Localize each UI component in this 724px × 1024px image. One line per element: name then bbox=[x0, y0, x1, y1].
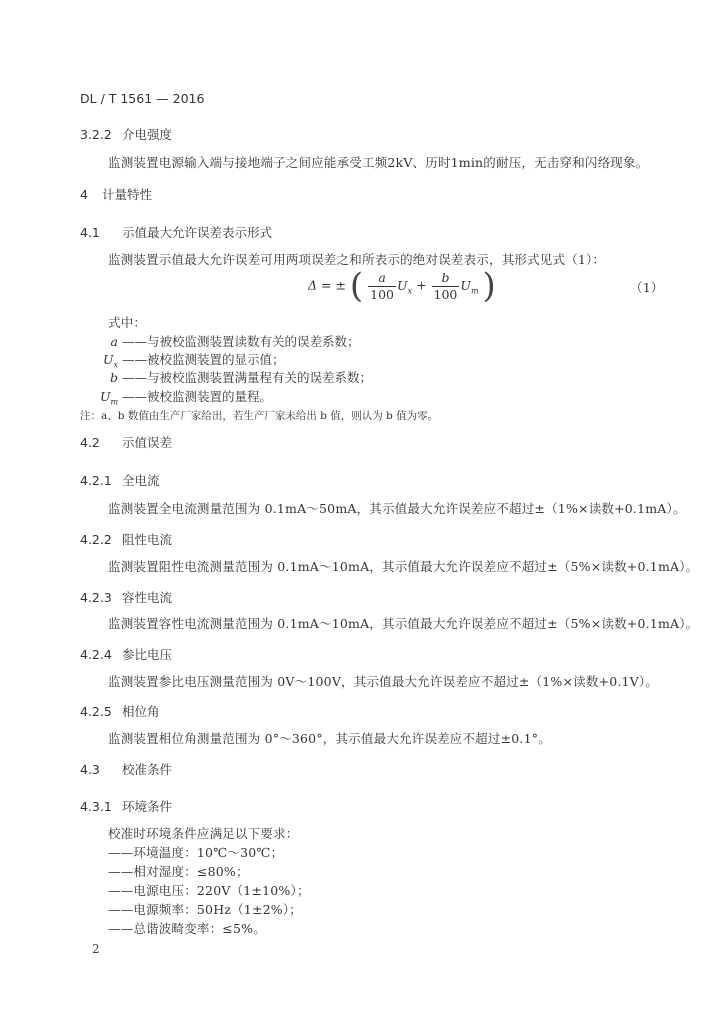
section-title: 全电流 bbox=[122, 473, 160, 488]
section-title: 相位角 bbox=[122, 704, 160, 719]
document-code: DL / T 1561 — 2016 bbox=[80, 91, 205, 106]
section-4-3-heading bbox=[80, 760, 172, 778]
section-title: 示值最大允许误差表示形式 bbox=[122, 225, 273, 240]
section-3-2-2-text: 监测装置电源输入端与接地端子之间应能承受工频2kV、历时1min的耐压，无击穿和闪络现象。 bbox=[108, 155, 649, 170]
section-4-2-heading bbox=[80, 433, 172, 451]
section-title: 环境条件 bbox=[122, 799, 173, 814]
note: 注：a、b 数值由生产厂家给出，若生产厂家未给出 b 值，则认为 b 值为零。 bbox=[80, 410, 439, 422]
fraction-a bbox=[368, 270, 396, 303]
definition-symbol: $U_m$ bbox=[100, 389, 119, 407]
section-title: 示值误差 bbox=[122, 435, 173, 450]
section-4-2-2-text: 监测装置阻性电流测量范围为 0.1mA～10mA，其示值最大允许误差应不超过±（5%×读数+0.1mA）。 bbox=[108, 559, 699, 574]
section-4-2-3-text: 监测装置容性电流测量范围为 0.1mA～10mA，其示值最大允许误差应不超过±（5%×读数+0.1mA）。 bbox=[108, 616, 699, 631]
section-4-1-heading bbox=[80, 223, 272, 241]
section-4-2-4-heading bbox=[80, 645, 172, 663]
definition-symbol: a bbox=[110, 334, 118, 349]
definition-item bbox=[100, 332, 360, 352]
fraction-b bbox=[432, 270, 460, 303]
section-number: 4.2.4 bbox=[80, 647, 112, 662]
section-number: 4.2.1 bbox=[80, 473, 112, 488]
right-paren: ) bbox=[482, 266, 496, 306]
section-4-2-1-heading bbox=[80, 471, 160, 489]
section-title: 介电强度 bbox=[122, 127, 173, 142]
fraction-denominator: 100 bbox=[433, 286, 458, 302]
condition-item: ——电源电压：220V（1±10%）； bbox=[108, 883, 310, 898]
section-4-2-4-text: 监测装置参比电压测量范围为 0V～100V，其示值最大允许误差应不超过±（1%×读数+0.1V）。 bbox=[108, 674, 659, 689]
section-number: 4.1 bbox=[80, 225, 100, 240]
condition-item: ——相对湿度：≤80%； bbox=[108, 864, 249, 879]
section-number: 4.3 bbox=[80, 762, 100, 777]
fraction-denominator: 100 bbox=[370, 286, 395, 302]
formula-1 bbox=[308, 266, 496, 306]
left-paren: ( bbox=[349, 266, 364, 306]
section-number: 4.2.2 bbox=[80, 532, 112, 547]
fraction-numerator: a bbox=[368, 270, 396, 287]
section-4-2-2-heading bbox=[80, 530, 172, 548]
section-4-1-text: 监测装置示值最大允许误差可用两项误差之和所表示的绝对误差表示，其形式见式（1）： bbox=[108, 252, 606, 267]
definition-text: ——与被校监测装置读数有关的误差系数； bbox=[122, 334, 360, 349]
equation-number: （1） bbox=[630, 280, 664, 295]
section-number: 4.3.1 bbox=[80, 799, 112, 814]
section-3-2-2-heading bbox=[80, 125, 172, 143]
section-title: 参比电压 bbox=[122, 647, 173, 662]
definition-symbol: b bbox=[109, 370, 118, 385]
section-4-3-1-heading bbox=[80, 797, 172, 815]
formula-delta: Δ = ± bbox=[308, 277, 346, 293]
section-4-2-3-heading bbox=[80, 588, 172, 606]
section-4-heading bbox=[80, 185, 152, 203]
definition-item bbox=[100, 368, 372, 388]
definition-item bbox=[100, 387, 272, 407]
condition-item: ——总谐波畸变率：≤5%。 bbox=[108, 921, 266, 936]
section-number: 4.2.3 bbox=[80, 590, 112, 605]
section-number: 4.2.5 bbox=[80, 704, 112, 719]
section-title: 容性电流 bbox=[122, 590, 173, 605]
definition-text: ——被校监测装置的量程。 bbox=[122, 389, 273, 404]
definition-item bbox=[100, 350, 285, 370]
section-number: 4 bbox=[80, 187, 88, 202]
section-title: 校准条件 bbox=[122, 762, 173, 777]
section-number: 3.2.2 bbox=[80, 127, 112, 142]
section-number: 4.2 bbox=[80, 435, 100, 450]
symbol-ux: $U_x$ bbox=[397, 277, 413, 295]
condition-item: ——电源频率：50Hz（1±2%）； bbox=[108, 902, 302, 917]
section-title: 阻性电流 bbox=[122, 532, 173, 547]
section-title: 计量特性 bbox=[101, 187, 152, 202]
definition-text: ——与被校监测装置满量程有关的误差系数； bbox=[122, 370, 373, 385]
fraction-numerator: b bbox=[432, 270, 460, 287]
section-4-2-5-heading bbox=[80, 702, 160, 720]
condition-item: ——环境温度：10℃～30℃； bbox=[108, 845, 284, 860]
section-4-2-5-text: 监测装置相位角测量范围为 0°～360°，其示值最大允许误差应不超过±0.1°。 bbox=[108, 731, 551, 746]
conditions-intro: 校准时环境条件应满足以下要求： bbox=[108, 826, 299, 841]
symbol-um: $U_m$ bbox=[460, 277, 479, 295]
definition-symbol: $U_x$ bbox=[102, 352, 118, 370]
where-label: 式中： bbox=[108, 315, 147, 330]
page-number: 2 bbox=[92, 942, 100, 956]
definition-text: ——被校监测装置的显示值； bbox=[122, 352, 285, 367]
formula-plus: + bbox=[416, 277, 427, 293]
section-4-2-1-text: 监测装置全电流测量范围为 0.1mA～50mA，其示值最大允许误差应不超过±（1%×读数+0.1mA）。 bbox=[108, 501, 686, 516]
